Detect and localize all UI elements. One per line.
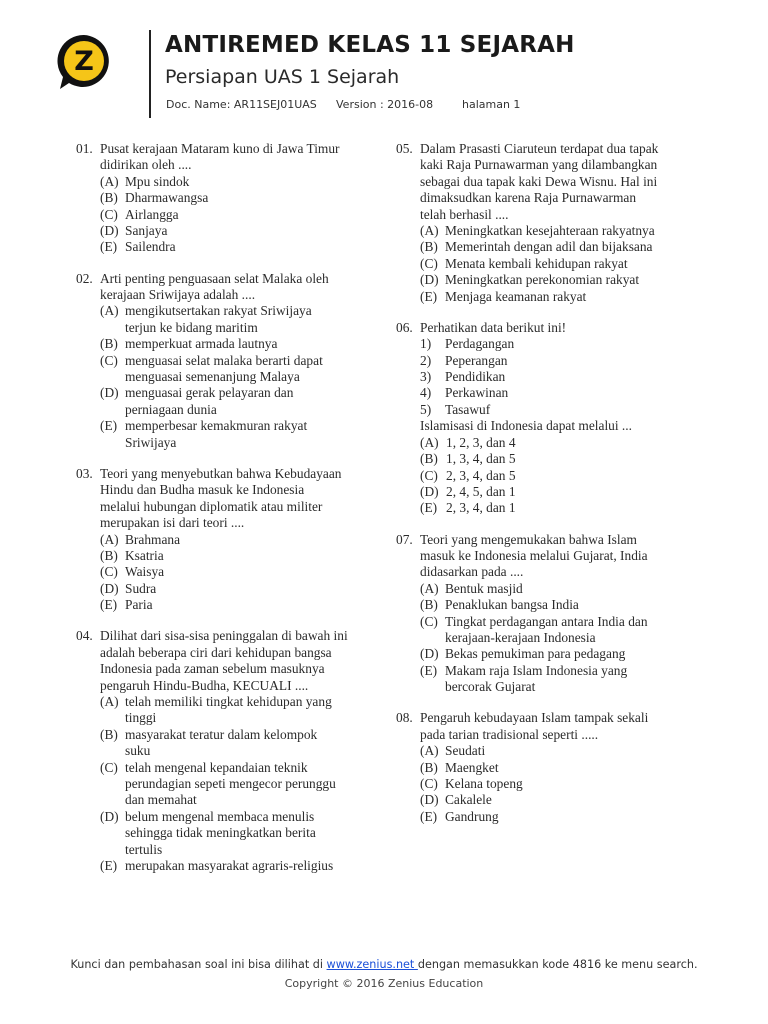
answer-option[interactable]: [396, 272, 690, 288]
question-text-line: pada tarian tradisional seperti .....: [420, 726, 599, 742]
option-text-line: Meningkatkan perekonomian rakyat: [445, 272, 640, 288]
option-text-line: Paria: [125, 597, 153, 613]
option-key: (C): [420, 776, 438, 792]
question-text-line: 03. Teori yang menyebutkan bahwa Kebudayaan: [76, 465, 342, 481]
question-text-line: sebagai dua tapak kaki Dewa Wisnu. Hal ini: [420, 173, 658, 189]
answer-option[interactable]: [396, 760, 690, 776]
answer-option[interactable]: [396, 614, 690, 647]
list-item-text: Tasawuf: [445, 401, 491, 417]
option-text-line: menguasai selat malaka berarti dapat: [125, 352, 323, 368]
question-stem-2: Islamisasi di Indonesia dapat melalui ...: [420, 418, 632, 434]
list-item: [396, 369, 690, 385]
option-key: (A): [420, 580, 439, 596]
answer-option-body: [100, 548, 372, 564]
answer-option-body: [420, 435, 690, 451]
option-key: (B): [420, 451, 438, 467]
answer-option-body: [420, 289, 690, 305]
list-item-text: Perkawinan: [445, 385, 509, 401]
answer-option[interactable]: [76, 174, 372, 190]
right-column: [396, 141, 690, 840]
answer-option[interactable]: [396, 484, 690, 500]
answer-option-body: [420, 272, 690, 288]
option-text-line: bercorak Gujarat: [445, 679, 536, 695]
answer-option[interactable]: [76, 385, 372, 418]
answer-option[interactable]: [76, 336, 372, 352]
option-key: (D): [100, 385, 119, 401]
answer-option-body: [420, 500, 690, 516]
option-text-line: Gandrung: [445, 808, 499, 824]
option-text-line: Bentuk masjid: [445, 580, 523, 596]
answer-option[interactable]: [76, 694, 372, 727]
page-label: halaman 1: [462, 98, 521, 111]
option-key: (E): [420, 808, 438, 824]
option-key: (C): [420, 255, 438, 271]
answer-option[interactable]: [396, 223, 690, 239]
option-key: (D): [100, 580, 119, 596]
answer-option-body: [100, 303, 372, 336]
option-text-line: sehingga tidak meningkatkan berita: [125, 825, 316, 841]
answer-option-body: [420, 760, 690, 776]
option-key: (E): [420, 500, 438, 516]
option-key: (C): [100, 759, 118, 775]
question: [396, 532, 690, 696]
answer-option[interactable]: [76, 727, 372, 760]
footer-text-post: dengan memasukkan kode 4816 ke menu search.: [417, 958, 698, 971]
option-text-line: Cakalele: [445, 792, 492, 808]
answer-option[interactable]: [76, 353, 372, 386]
question: [76, 628, 372, 874]
answer-option-body: [420, 663, 690, 696]
answer-option-body: [420, 597, 690, 613]
option-text-line: perundagian sepeti mengecor perunggu: [125, 776, 336, 792]
answer-option-body: [420, 792, 690, 808]
option-key: (A): [420, 223, 439, 239]
option-key: (E): [100, 418, 118, 434]
option-text-line: memperkuat armada lautnya: [125, 336, 278, 352]
list-item-key: 4): [420, 385, 432, 401]
option-text-line: kerajaan-kerajaan Indonesia: [445, 629, 596, 645]
answer-option[interactable]: [76, 581, 372, 597]
option-text-line: masyarakat teratur dalam kelompok: [125, 726, 318, 742]
answer-option[interactable]: [396, 792, 690, 808]
option-key: (C): [100, 206, 118, 222]
answer-option[interactable]: [396, 646, 690, 662]
answer-option[interactable]: [76, 532, 372, 548]
option-key: (B): [420, 759, 438, 775]
question-text-line: 07. Teori yang mengemukakan bahwa Islam: [396, 531, 637, 547]
option-text-line: Menata kembali kehidupan rakyat: [445, 255, 628, 271]
option-text-line: Kelana topeng: [445, 776, 523, 792]
answer-option[interactable]: [76, 303, 372, 336]
answer-option[interactable]: [396, 451, 690, 467]
list-item-key: 5): [420, 401, 432, 417]
question-number: 02.: [76, 270, 93, 286]
answer-option-body: [420, 809, 690, 825]
answer-option-body: [100, 385, 372, 418]
question: [76, 141, 372, 256]
question: [396, 320, 690, 517]
footer-note: [0, 958, 768, 971]
question-text-line: didirikan oleh ....: [100, 157, 192, 173]
question-text-line: pengaruh Hindu-Budha, KECUALI ....: [100, 677, 309, 693]
list-item-key: 2): [420, 352, 432, 368]
footer-text-pre: Kunci dan pembahasan soal ini bisa dilihat di: [70, 958, 327, 971]
answer-option-body: [420, 614, 690, 647]
answer-option-body: [100, 597, 372, 613]
option-key: (E): [100, 858, 118, 874]
question-text-line: melalui hubungan diplomatik atau militer: [100, 498, 323, 514]
option-key: (D): [420, 792, 439, 808]
question-number: 04.: [76, 628, 93, 644]
option-key: (E): [100, 597, 118, 613]
question-number: 01.: [76, 141, 93, 156]
option-key: (A): [420, 434, 439, 450]
copyright: Copyright © 2016 Zenius Education: [284, 977, 484, 990]
answer-option[interactable]: [396, 597, 690, 613]
option-text-line: menguasai semenanjung Malaya: [125, 369, 300, 385]
option-key: (A): [100, 693, 119, 709]
answer-option-body: [100, 353, 372, 386]
question-number: 03.: [76, 465, 93, 481]
answer-option-body: [420, 484, 690, 500]
list-item-text: Peperangan: [445, 352, 508, 368]
option-text-line: Sanjaya: [125, 223, 168, 239]
answer-option-body: [420, 646, 690, 662]
question-text-line: adalah beberapa ciri dari kehidupan bangsa: [100, 644, 332, 660]
question-text-line: 05. Dalam Prasasti Ciaruteun terdapat dua tapak: [396, 141, 659, 156]
answer-option[interactable]: [76, 223, 372, 239]
list-item-key: 3): [420, 369, 432, 385]
question-text-line: 06. Perhatikan data berikut ini!: [396, 319, 567, 335]
option-text-line: Menjaga keamanan rakyat: [445, 288, 587, 304]
list-item: [396, 402, 690, 418]
option-text-line: tinggi: [125, 710, 157, 726]
option-text-line: 2, 3, 4, dan 1: [446, 500, 516, 516]
question-text-line: Indonesia pada zaman sebelum masuknya: [100, 661, 325, 677]
option-key: (B): [420, 597, 438, 613]
question-text-line: kaki Raja Purnawarman yang dilambangkan: [420, 157, 658, 173]
option-text-line: merupakan masyarakat agraris-religius: [125, 858, 334, 874]
option-key: (B): [100, 190, 118, 206]
option-text-line: Brahmana: [125, 531, 181, 547]
list-item-text: Pendidikan: [445, 369, 506, 385]
option-text-line: suku: [125, 743, 151, 759]
logo-letter: Z: [74, 46, 94, 77]
question-text-line: kerajaan Sriwijaya adalah ....: [100, 287, 256, 303]
option-text-line: Tingkat perdagangan antara India dan: [445, 613, 648, 629]
option-text-line: telah mengenal kepandaian teknik: [125, 759, 308, 775]
option-text-line: Waisya: [125, 564, 165, 580]
option-text-line: Meningkatkan kesejahteraan rakyatnya: [445, 223, 655, 239]
option-key: (D): [420, 646, 439, 662]
option-text-line: terjun ke bidang maritim: [125, 319, 258, 335]
option-text-line: Dharmawangsa: [125, 190, 209, 206]
option-key: (B): [420, 239, 438, 255]
doc-version: Version : 2016-08: [336, 98, 434, 111]
option-key: (D): [100, 223, 119, 239]
answer-option-body: [420, 776, 690, 792]
zenius-logo: [54, 31, 114, 91]
option-text-line: Memerintah dengan adil dan bijaksana: [445, 239, 653, 255]
answer-option[interactable]: [396, 743, 690, 759]
question-text-line: 02. Arti penting penguasaan selat Malaka oleh: [76, 270, 329, 286]
answer-option-body: [100, 694, 372, 727]
question-number: 07.: [396, 531, 413, 547]
answer-option-body: [100, 809, 372, 858]
answer-option[interactable]: [396, 663, 690, 696]
option-key: (C): [100, 352, 118, 368]
option-text-line: belum mengenal membaca menulis: [125, 808, 315, 824]
answer-option-body: [420, 581, 690, 597]
answer-option[interactable]: [396, 239, 690, 255]
answer-option-body: [420, 743, 690, 759]
answer-option[interactable]: [76, 418, 372, 451]
option-key: (B): [100, 547, 118, 563]
answer-option-body: [100, 418, 372, 451]
doc-title: ANTIREMED KELAS 11 SEJARAH: [165, 32, 575, 58]
zenius-link[interactable]: www.zenius.net: [326, 958, 418, 971]
option-key: (C): [420, 613, 438, 629]
option-text-line: Maengket: [445, 759, 499, 775]
answer-option[interactable]: [76, 564, 372, 580]
question-text-line: Hindu dan Budha masuk ke Indonesia: [100, 482, 305, 498]
answer-option[interactable]: [396, 776, 690, 792]
question-text-line: masuk ke Indonesia melalui Gujarat, India: [420, 547, 648, 563]
option-text-line: telah memiliki tingkat kehidupan yang: [125, 693, 332, 709]
option-key: (B): [100, 726, 118, 742]
option-key: (E): [420, 288, 438, 304]
answer-option[interactable]: [396, 435, 690, 451]
option-key: (A): [420, 743, 439, 759]
option-text-line: tertulis: [125, 841, 163, 857]
answer-option[interactable]: [76, 548, 372, 564]
answer-option-body: [100, 174, 372, 190]
answer-option-body: [420, 223, 690, 239]
question-number: 08.: [396, 710, 413, 726]
answer-option[interactable]: [76, 207, 372, 223]
answer-option-body: [420, 239, 690, 255]
doc-subtitle: Persiapan UAS 1 Sejarah: [165, 66, 400, 88]
option-text-line: Airlangga: [125, 206, 179, 222]
option-text-line: Makam raja Islam Indonesia yang: [445, 662, 628, 678]
question-text-line: dimaksudkan karena Raja Purnawarman: [420, 190, 637, 206]
option-text-line: dan memahat: [125, 792, 197, 808]
answer-option[interactable]: [76, 597, 372, 613]
answer-option-body: [420, 451, 690, 467]
question-text-line: telah berhasil ....: [420, 206, 509, 222]
option-key: (C): [420, 467, 438, 483]
answer-option[interactable]: [76, 239, 372, 255]
option-key: (C): [100, 564, 118, 580]
list-item-text: Perdagangan: [445, 336, 515, 352]
option-text-line: menguasai gerak pelayaran dan: [125, 385, 294, 401]
answer-option-body: [100, 223, 372, 239]
answer-option[interactable]: [396, 289, 690, 305]
answer-option[interactable]: [396, 256, 690, 272]
answer-option[interactable]: [396, 468, 690, 484]
option-text-line: 1, 2, 3, dan 4: [446, 434, 516, 450]
answer-option[interactable]: [76, 858, 372, 874]
option-text-line: Seudati: [445, 743, 486, 759]
question-text-line: 08. Pengaruh kebudayaan Islam tampak sekali: [396, 710, 649, 726]
option-text-line: Sailendra: [125, 239, 176, 255]
option-text-line: Sriwijaya: [125, 434, 177, 450]
option-key: (A): [100, 173, 119, 189]
option-text-line: Sudra: [125, 580, 157, 596]
option-text-line: perniagaan dunia: [125, 401, 217, 417]
question-text-line: merupakan isi dari teori ....: [100, 515, 245, 531]
answer-option-body: [100, 336, 372, 352]
option-key: (A): [100, 531, 119, 547]
option-key: (D): [420, 272, 439, 288]
question: [396, 141, 690, 305]
option-text-line: Bekas pemukiman para pedagang: [445, 646, 626, 662]
answer-option[interactable]: [396, 809, 690, 825]
option-text-line: mengikutsertakan rakyat Sriwijaya: [125, 303, 312, 319]
question-text-line: 04. Dilihat dari sisa-sisa peninggalan di bawah ini: [76, 628, 348, 644]
list-item: [396, 336, 690, 352]
answer-option-body: [100, 760, 372, 809]
answer-option-body: [100, 581, 372, 597]
option-key: (E): [100, 239, 118, 255]
option-key: (D): [100, 808, 119, 824]
header-divider: [149, 30, 151, 118]
question-number: 05.: [396, 141, 413, 156]
answer-option-body: [420, 256, 690, 272]
answer-option-body: [100, 727, 372, 760]
question: [396, 710, 690, 825]
option-text-line: 2, 3, 4, dan 5: [446, 467, 516, 483]
option-text-line: Ksatria: [125, 547, 164, 563]
left-column: [76, 141, 372, 889]
question: [76, 271, 372, 451]
question-text-line: 01. Pusat kerajaan Mataram kuno di Jawa Timur: [76, 141, 340, 156]
list-item: [396, 353, 690, 369]
answer-option[interactable]: [396, 581, 690, 597]
answer-option-body: [100, 190, 372, 206]
answer-option-body: [100, 239, 372, 255]
list-item: [396, 385, 690, 401]
option-key: (A): [100, 303, 119, 319]
option-key: (D): [420, 483, 439, 499]
answer-option-body: [420, 468, 690, 484]
answer-option-body: [100, 532, 372, 548]
option-text-line: Penaklukan bangsa India: [445, 597, 579, 613]
question-text-line: didasarkan pada ....: [420, 564, 524, 580]
doc-name: Doc. Name: AR11SEJ01UAS: [166, 98, 317, 111]
question: [76, 466, 372, 614]
answer-option[interactable]: [76, 809, 372, 858]
answer-option[interactable]: [76, 760, 372, 809]
answer-option-body: [100, 564, 372, 580]
question-number: 06.: [396, 319, 413, 335]
list-item-key: 1): [420, 336, 432, 352]
option-text-line: memperbesar kemakmuran rakyat: [125, 418, 308, 434]
option-text-line: 2, 4, 5, dan 1: [446, 483, 516, 499]
option-text-line: 1, 3, 4, dan 5: [446, 451, 516, 467]
option-text-line: Mpu sindok: [125, 173, 190, 189]
answer-option-body: [100, 858, 372, 874]
option-key: (E): [420, 662, 438, 678]
answer-option[interactable]: [396, 500, 690, 516]
option-key: (B): [100, 336, 118, 352]
answer-option[interactable]: [76, 190, 372, 206]
answer-option-body: [100, 207, 372, 223]
